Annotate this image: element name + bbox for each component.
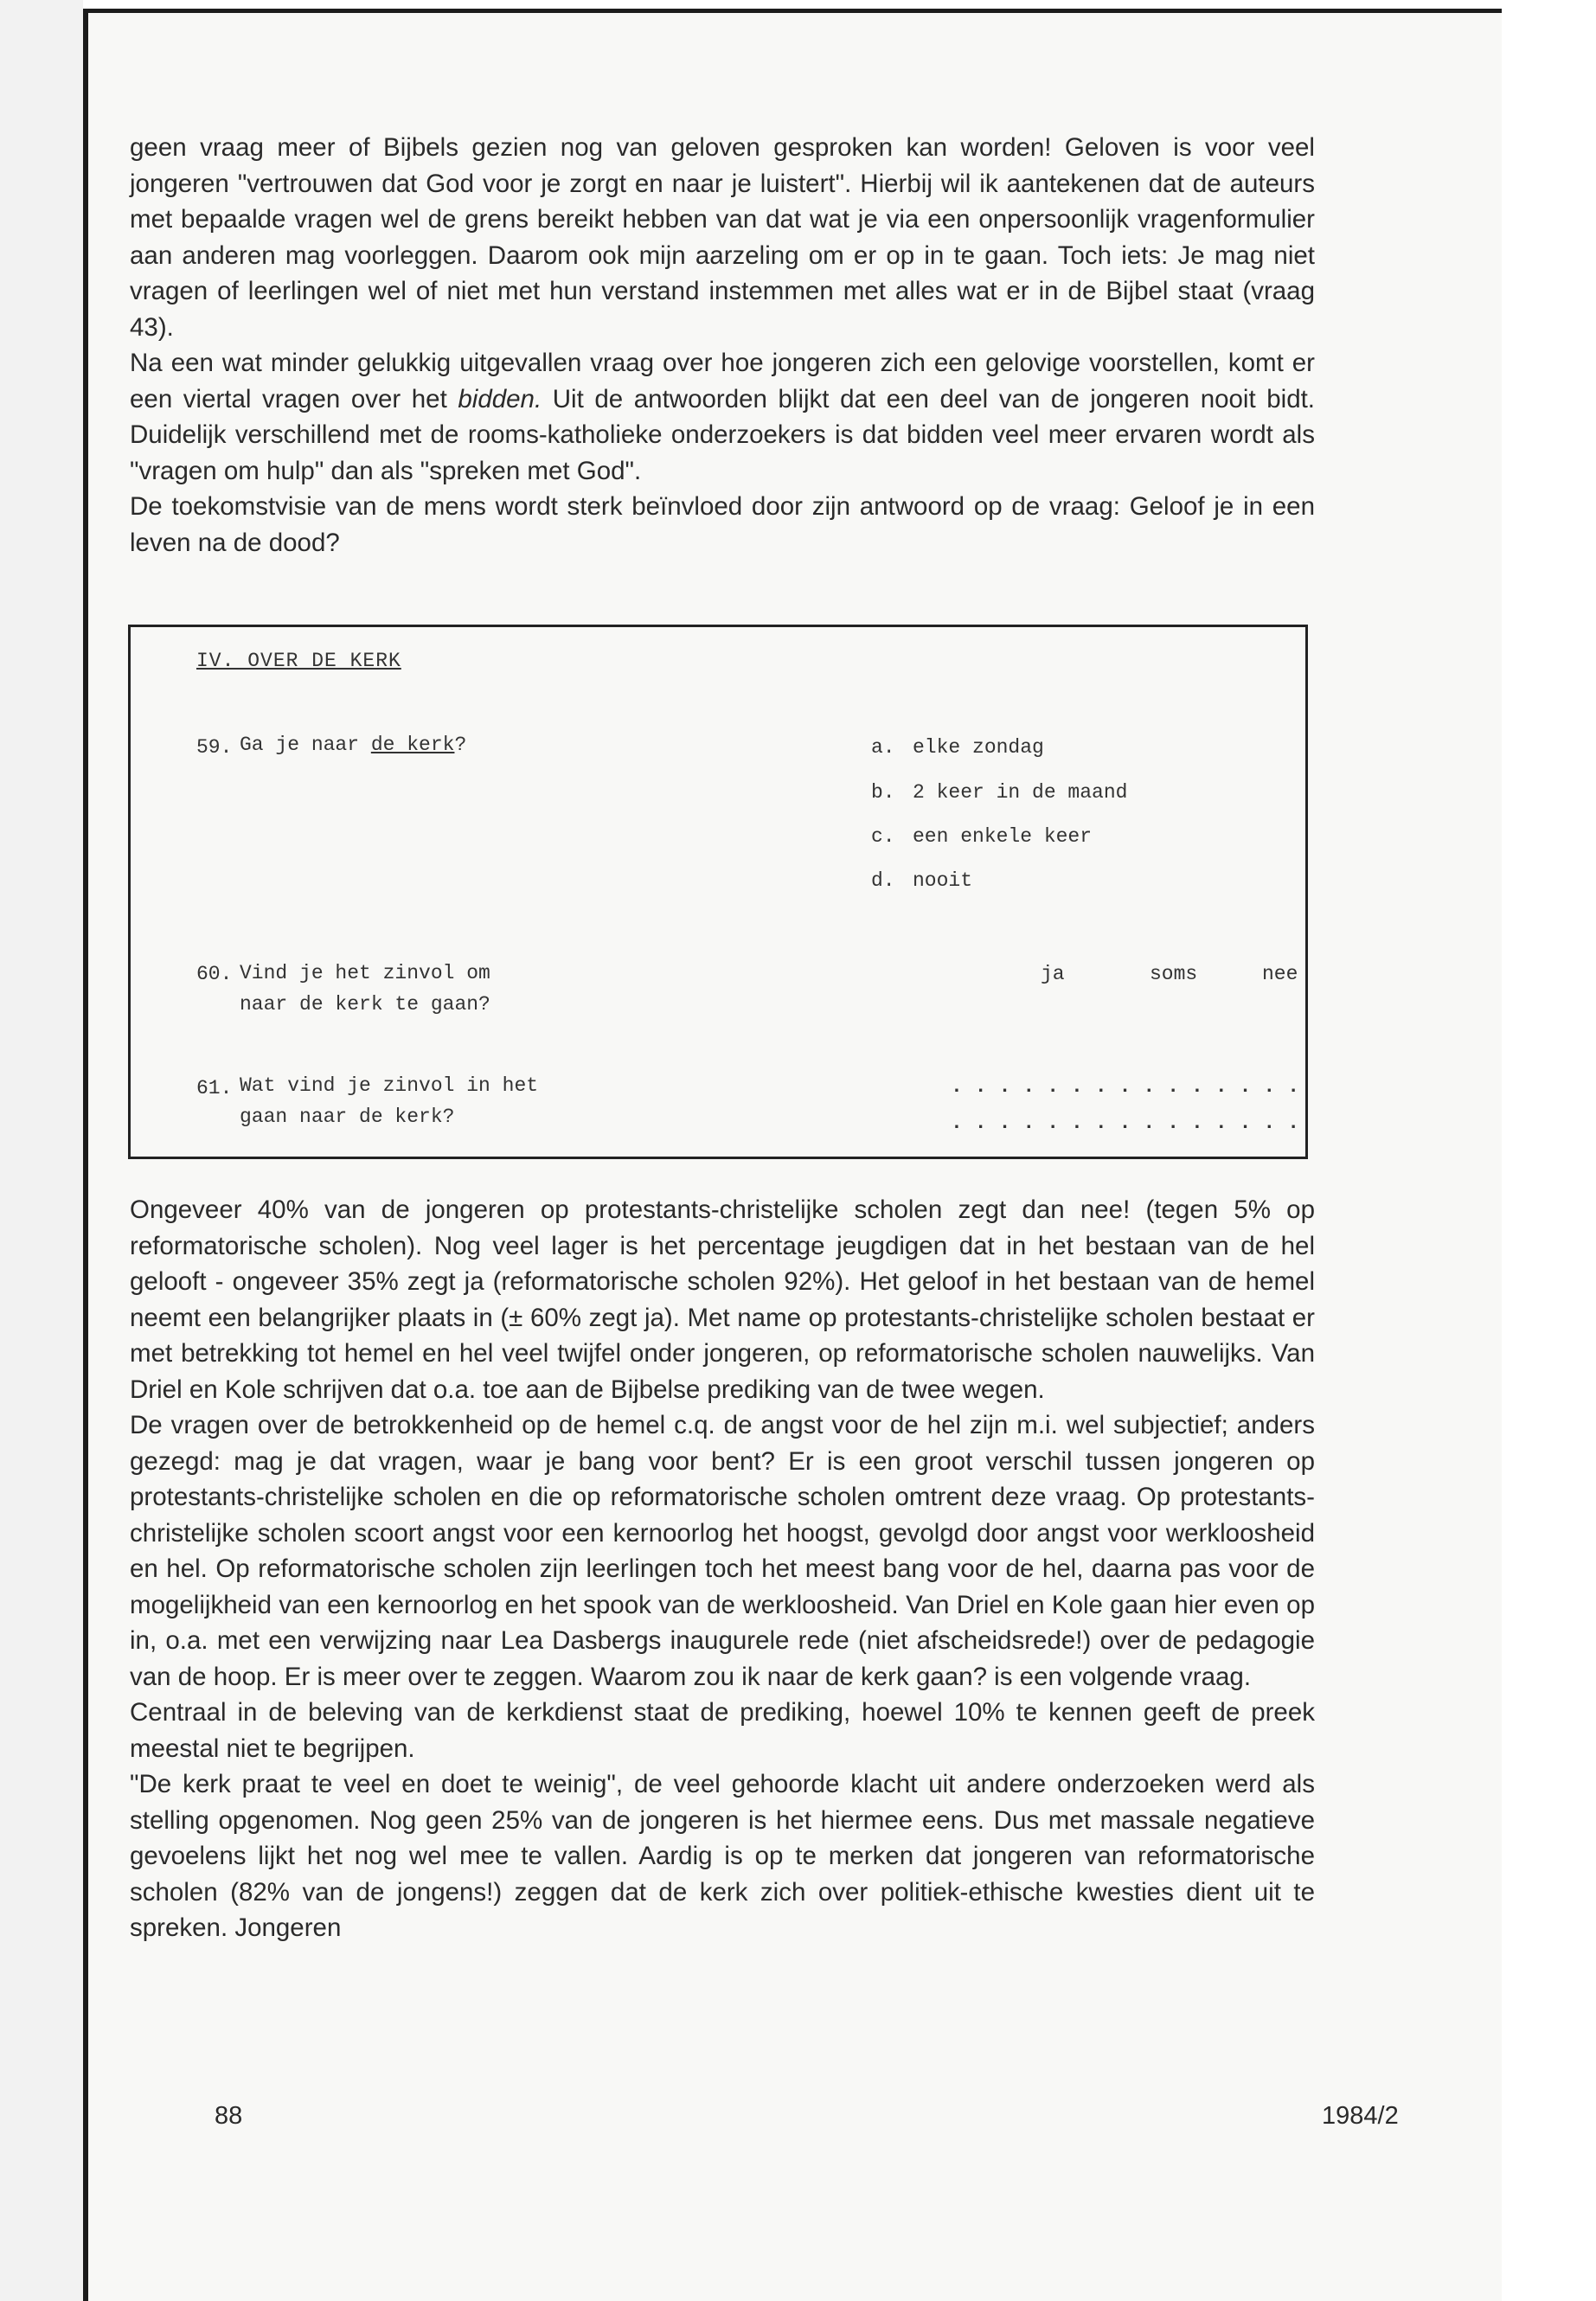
option-label: elke zondag [913,736,1044,759]
question-text: Ga je naar de kerk? [240,734,467,756]
question-number: 61. [196,1077,233,1099]
paragraph: "De kerk praat te veel en doet te weinig", de veel gehoorde klacht uit andere onderzoeken werd als stelling opgenomen. Nog geen 25% van de jongeren is het hiermee eens. Dus met massale negatieve gevoelens lijkt het nog wel mee te vallen. Aardig is op te merken dat jongeren van reformatorische scholen (82% van de jongens!) zeggen dat de kerk zich over politiek-ethische kwesties dient uit te spreken. Jongeren [130,1770,1315,1942]
paragraph [130,130,1315,345]
answer-option [871,781,1127,804]
page-number: 88 [215,2102,243,2130]
questionnaire-excerpt [128,625,1312,1159]
paragraph-text: Na een wat minder gelukkig uitgevallen vraag over hoe jongeren zich een gelovige voorstellen, komt er een viertal vragen over het [130,349,1315,413]
answer-option [871,825,1092,848]
paragraph: Ongeveer 40% van de jongeren op protestants-christelijke scholen zegt dan nee! (tegen 5% op reformatorische scholen). Nog veel lager is het percentage jeugdigen dat in het bestaan van de hel gelooft - ongeveer 35% zegt ja (reformatorische scholen 92%). Het geloof in het bestaan van de hemel neemt een belangrijker plaats in (± 60% zegt ja). Met name op protestants-christelijke scholen bestaat er met betrekking tot hemel en hel veel twijfel onder jongeren, op reformatorische scholen nauwelijks. Van Driel en Kole schrijven dat o.a. toe aan de Bijbelse prediking van de twee wegen. [130,1195,1315,1404]
paragraph: Centraal in de beleving van de kerkdienst staat de prediking, hoewel 10% te kennen geeft de preek meestal niet te begrijpen. [130,1698,1315,1763]
option-label: 2 keer in de maand [913,781,1128,804]
option-label: nooit [913,869,973,892]
body-text-top [130,130,1315,561]
paragraph-text: De toekomstvisie van de mens wordt sterk beïnvloed door zijn antwoord op de vraag: Geloof je in een leven na de dood? [130,492,1315,557]
option-letter: d. [871,869,895,892]
body-text-bottom [130,1192,1315,1946]
answer-line: ............... [951,1075,1312,1098]
answer-option [871,869,972,892]
answer-line: ............... [951,1112,1312,1134]
paragraph [130,489,1315,561]
option-letter: a. [871,736,895,759]
option-label: een enkele keer [913,825,1093,848]
scan-margin [0,0,83,2301]
underlined-text: de kerk [370,734,455,756]
paragraph: De vragen over de betrokkenheid op de hemel c.q. de angst voor de hel zijn m.i. wel subjectief; anders gezegd: mag je dat vragen, waar je bang voor bent? Er is een groot verschil tussen jongeren op protestants-christelijke scholen en die op reformatorische scholen omtrent deze vraag. Op protestants-christelijke scholen scoort angst voor een kernoorlog het hoogst, gevolgd door angst voor werkloosheid en hel. Op reformatorische scholen zijn leerlingen toch het meest bang voor de hel, daarna pas voor de mogelijkheid van een kernoorlog en het spook van de werkloosheid. Van Driel en Kole gaan hier even op in, o.a. met een verwijzing naar Lea Dasbergs inaugurele rede (niet afscheidsrede!) over de pedagogie van de hoop. Er is meer over te zeggen. Waarom zou ik naar de kerk gaan? is een volgende vraag. [130,1411,1315,1691]
italic-term: bidden. [458,384,542,413]
paragraph-text: Uit de antwoorden blijkt dat een deel van de jongeren nooit bidt. Duidelijk verschillend met de rooms-katholieke onderzoekers is dat bidden veel meer ervaren wordt als "vragen om hulp" dan als "spreken met God". [130,384,1315,485]
option-letter: b. [871,781,895,804]
paragraph [130,345,1315,489]
issue-label: 1984/2 [1322,2102,1399,2130]
question-text: Wat vind je zinvol in het gaan naar de kerk? [240,1074,539,1128]
question-number: 59. [196,736,233,759]
option-letter: c. [871,825,895,848]
question-text: Vind je het zinvol om naar de kerk te gaan? [240,962,490,1016]
scale-option: nee [1262,963,1298,985]
paragraph-text: geen vraag meer of Bijbels gezien nog van geloven gesproken kan worden! Geloven is voor veel jongeren "vertrouwen dat God voor je zorgt en naar je luistert". Hierbij wil ik aantekenen dat de auteurs met bepaalde vragen wel de grens bereikt hebben van dat wat je via een onpersoonlijk vragenformulier aan anderen mag voorleggen. Daarom ook mijn aarzeling om er op in te gaan. Toch iets: Je mag niet vragen of leerlingen wel of niet met hun verstand instemmen met alles wat er in de Bijbel staat (vraag 43). [130,133,1315,342]
scale-option: ja [1041,963,1065,985]
question-number: 60. [196,963,233,985]
section-heading: IV. OVER DE KERK [196,650,401,672]
answer-option [871,736,1044,759]
scale-option: soms [1150,963,1198,985]
